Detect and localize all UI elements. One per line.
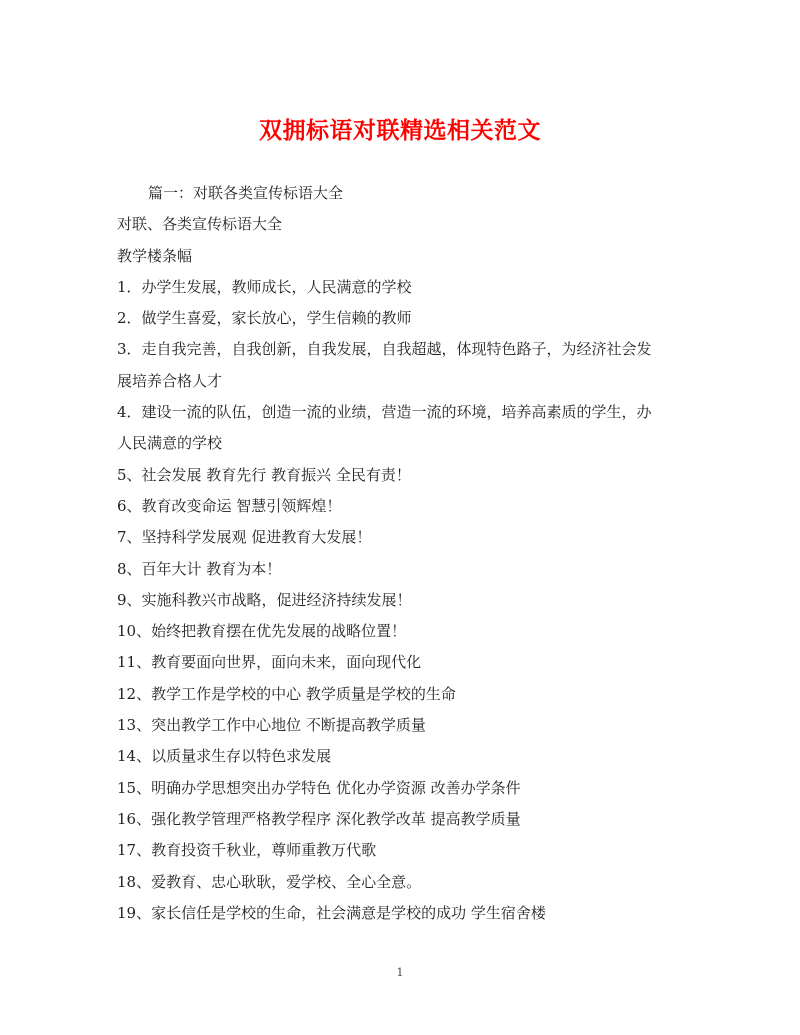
- page-number: 1: [396, 966, 404, 979]
- list-item-continuation: 展培养合格人才: [117, 371, 223, 390]
- category-label: 教学楼条幅: [117, 246, 193, 265]
- list-item: 1．办学生发展，教师成长，人民满意的学校: [117, 277, 412, 296]
- list-item: 10、始终把教育摆在优先发展的战略位置！: [117, 622, 407, 641]
- list-item: 8、百年大计 教育为本！: [117, 559, 282, 578]
- list-item: 14、以质量求生存以特色求发展: [117, 747, 332, 766]
- list-item: 15、明确办学思想突出办学特色 优化办学资源 改善办学条件: [117, 778, 521, 797]
- list-item: 18、爱教育、忠心耿耿，爱学校、全心全意。: [117, 872, 422, 891]
- list-item: 12、教学工作是学校的中心 教学质量是学校的生命: [117, 684, 456, 703]
- list-item: 2．做学生喜爱，家长放心，学生信赖的教师: [117, 309, 412, 328]
- list-item: 13、突出教学工作中心地位 不断提高教学质量: [117, 716, 426, 735]
- list-item-continuation: 人民满意的学校: [117, 434, 223, 453]
- list-item: 17、教育投资千秋业，尊师重教万代歌: [117, 841, 377, 860]
- subheading: 对联、各类宣传标语大全: [117, 215, 283, 234]
- section-heading: 篇一：对联各类宣传标语大全: [148, 184, 344, 202]
- list-item: 5、社会发展 教育先行 教育振兴 全民有责！: [117, 465, 411, 484]
- list-item: 16、强化教学管理严格教学程序 深化教学改革 提高教学质量: [117, 809, 521, 828]
- list-item: 11、教育要面向世界，面向未来，面向现代化: [117, 653, 422, 672]
- list-item: 9、实施科教兴市战略，促进经济持续发展！: [117, 590, 412, 609]
- list-item: 4．建设一流的队伍，创造一流的业绩，营造一流的环境，培养高素质的学生，办: [117, 403, 652, 422]
- list-item: 7、坚持科学发展观 促进教育大发展！: [117, 528, 372, 547]
- list-item: 19、家长信任是学校的生命，社会满意是学校的成功 学生宿舍楼: [117, 903, 546, 922]
- document-title: 双拥标语对联精选相关范文: [259, 117, 541, 144]
- document-body: [117, 178, 687, 929]
- list-item: 3．走自我完善，自我创新，自我发展，自我超越，体现特色路子，为经济社会发: [117, 340, 652, 359]
- list-item: 6、教育改变命运 智慧引领辉煌！: [117, 496, 342, 515]
